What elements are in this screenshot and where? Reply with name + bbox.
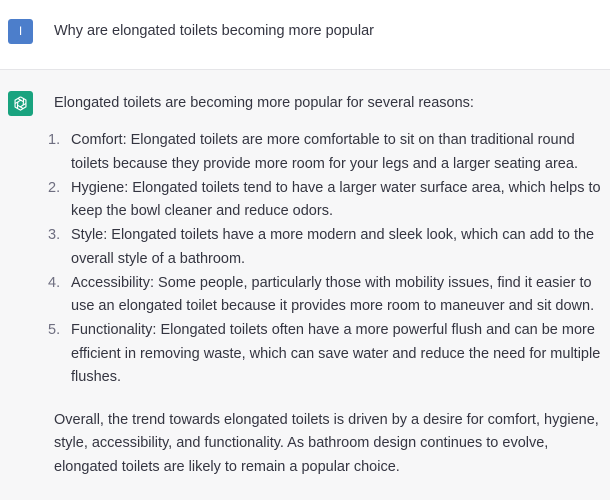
list-item [48,224,602,271]
list-item-text: Accessibility: Some people, particularly those with mobility issues, find it easier to use an elongated toilet because it provides more room to maneuver and sit down. [71,274,595,314]
list-item [48,319,602,390]
list-item-number: 4. [48,274,61,291]
user-avatar: I [8,19,33,44]
assistant-outro: Overall, the trend towards elongated toilets is driven by a desire for comfort, hygiene, style, accessibility, and functionality. As bathroom design continues to evolve, elongated toilets are likely to remain a popular choice. [54,411,599,475]
list-item [48,177,602,224]
user-message-text: Why are elongated toilets becoming more popular [54,23,374,39]
user-message-row [0,0,610,70]
openai-logo-icon [12,95,29,112]
list-item [48,129,602,176]
list-item-number: 2. [48,179,61,196]
list-item-text: Functionality: Elongated toilets often have a more powerful flush and can be more efficient in removing waste, which can save water and reduce the need for multiple flushes. [71,322,601,385]
list-item-text: Style: Elongated toilets have a more modern and sleek look, which can add to the overall style of a bathroom. [71,227,595,267]
reasons-list [48,129,602,390]
list-item-text: Comfort: Elongated toilets are more comfortable to sit on than traditional round toilets because they provide more room for your legs and a larger seating area. [71,132,578,172]
list-item-number: 1. [48,132,61,148]
assistant-avatar [8,91,33,116]
list-item-number: 5. [48,322,61,338]
assistant-intro: Elongated toilets are becoming more popular for several reasons: [54,95,474,111]
list-item-number: 3. [48,227,61,243]
list-item-text: Hygiene: Elongated toilets tend to have a larger water surface area, which helps to keep the bowl cleaner and reduce odors. [71,179,601,219]
list-item [48,272,602,319]
assistant-message-body [48,94,602,479]
